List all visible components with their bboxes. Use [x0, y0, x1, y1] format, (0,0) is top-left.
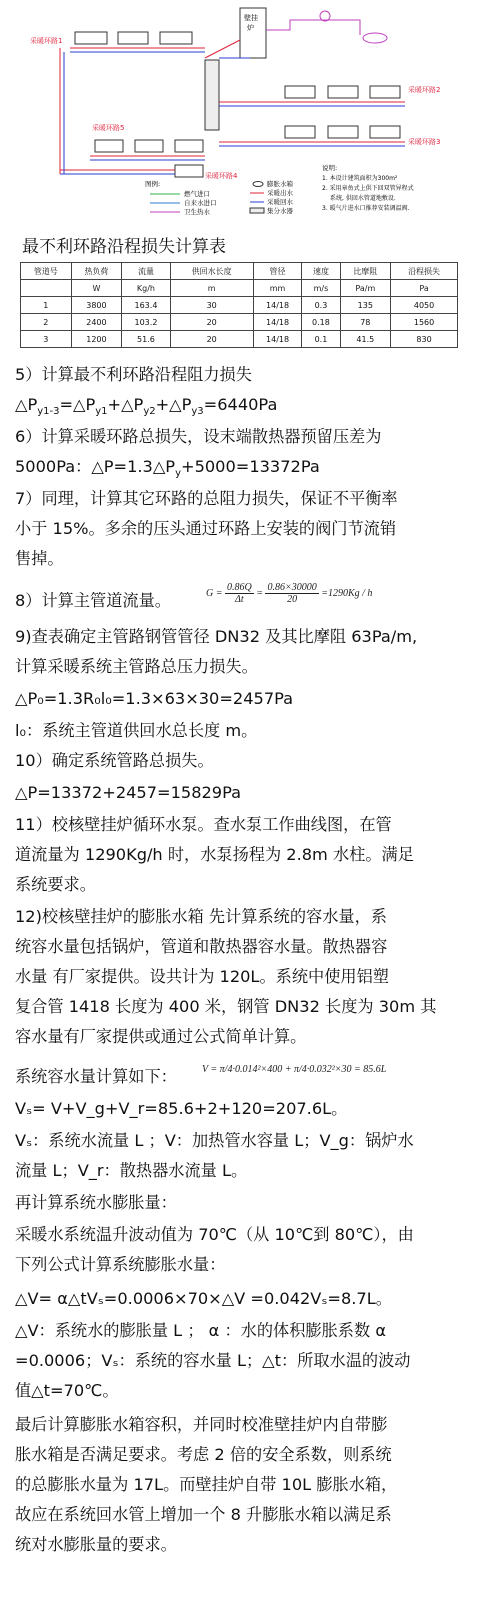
table-cell: 20	[170, 331, 253, 348]
dv-formula: △V= α△tVₛ=0.0006×70×△V =0.042Vₛ=8.7L。	[15, 1289, 392, 1308]
step5-formula: $\triangle P_{y1-3}=\triangle P_{y1}+\triangle P_{y2}+\triangle P_{y3}=6440Pa$	[15, 395, 278, 418]
table-cell: 3800	[71, 297, 122, 314]
step12-line5: 容水量有厂家提供或通过公式简单计算。	[15, 1027, 307, 1046]
expansion-line: 再计算系统水膨胀量：	[15, 1193, 177, 1212]
def-line1: Vₛ：系统水流量 L ；V：加热管水容量 L；V_g：锅炉水	[15, 1131, 414, 1150]
loop-label-3: 采暖环路3	[408, 138, 441, 146]
header-cell: 供回水长度	[170, 263, 253, 280]
loop-label-1: 采暖环路1	[30, 37, 63, 45]
unit-cell: m/s	[302, 280, 340, 297]
legend-supply: 采暖出水	[267, 189, 293, 197]
final-line5: 统对水膨胀量的要求。	[15, 1535, 177, 1554]
table-cell: 1	[21, 297, 72, 314]
note-4: 3. 暖气片进水口推荐安装调温阀.	[322, 205, 410, 212]
header-cell: 管径	[253, 263, 302, 280]
loop4-radiators	[60, 165, 203, 177]
final-line3: 的总膨胀水量为 17L。而壁挂炉自带 10L 膨胀水箱，	[15, 1475, 398, 1494]
dv-def2: =0.0006；Vₛ：系统的容水量 L；△t：所取水温的波动	[15, 1351, 411, 1370]
dv-def3: 值△t=70℃。	[15, 1381, 119, 1400]
table-cell: 4050	[391, 297, 458, 314]
header-cell: 流量	[122, 263, 170, 280]
step6-line2: 5000Pa：$\triangle P=1.3\triangle P_y+5000=13372Pa$	[15, 457, 320, 480]
final-line4: 故应在系统回水管上增加一个 8 升膨胀水箱以满足系	[15, 1505, 392, 1524]
header-cell: 沿程损失	[391, 263, 458, 280]
table-cell: 1560	[391, 314, 458, 331]
legend-gas: 燃气进口	[184, 190, 210, 198]
table-cell: 41.5	[340, 331, 391, 348]
step7-line2: 小于 15%。多余的压头通过环路上安装的阀门节流销	[15, 519, 397, 538]
table-title: 最不利环路沿程损失计算表	[22, 237, 226, 257]
note-1: 1. 本设计建筑面积为300m²	[322, 175, 398, 182]
loop1-radiators	[70, 32, 205, 52]
def-line2: 流量 L；V_r：散热器水流量 L。	[15, 1161, 248, 1180]
header-cell: 比摩阻	[340, 263, 391, 280]
unit-cell: Pa	[391, 280, 458, 297]
step10-line: 10）确定系统管路总损失。	[15, 751, 214, 770]
loop-label-4: 采暖环路4	[205, 172, 238, 180]
step11-line3: 系统要求。	[15, 875, 96, 894]
table-cell: 103.2	[122, 314, 170, 331]
table-cell: 14/18	[253, 314, 302, 331]
step8-line: 8）计算主管道流量。	[15, 591, 171, 610]
legend-tank: 膨胀水箱	[267, 180, 293, 188]
step12-line2: 统容水量包括锅炉，管道和散热器容水量。散热器容	[15, 937, 388, 956]
step9-formula: △P₀=1.3R₀l₀=1.3×63×30=2457Pa	[15, 689, 294, 708]
temp-line2: 下列公式计算系统膨胀水量：	[15, 1255, 226, 1274]
table-cell: 3	[21, 331, 72, 348]
step7-line3: 售掉。	[15, 549, 64, 568]
loop-label-2: 采暖环路2	[408, 86, 441, 94]
step6-line1: 6）计算采暖环路总损失，设末端散热器预留压差为	[15, 427, 382, 446]
legend-return: 采暖回水	[267, 198, 293, 206]
step12-line4: 复合管 1418 长度为 400 米，钢管 DN32 长度为 30m 其	[15, 997, 437, 1016]
expansion-tank-icon	[253, 182, 263, 187]
vs-line: Vₛ= V+V_g+V_r=85.6+2+120=207.6L。	[15, 1099, 348, 1118]
heating-system-diagram	[0, 0, 488, 228]
boiler-label-2: 炉	[247, 24, 254, 32]
loop5-radiators	[90, 140, 205, 160]
temp-line1: 采暖水系统温升波动值为 70℃（从 10℃到 80℃），由	[15, 1225, 414, 1244]
table-row	[21, 297, 458, 314]
table-cell: 2	[21, 314, 72, 331]
loop3-radiators	[219, 126, 405, 146]
note-3: 系统, 供回水管道地敷设.	[330, 195, 396, 202]
step10-formula: △P=13372+2457=15829Pa	[15, 783, 242, 802]
loss-table	[20, 262, 458, 348]
legend-water: 自来水进口	[184, 199, 217, 207]
heating-schematic	[0, 0, 488, 228]
legend-title: 图例:	[145, 180, 161, 188]
step9-def: l₀：系统主管道供回水总长度 m。	[15, 721, 258, 740]
manifold	[205, 60, 219, 130]
table-cell: 0.3	[302, 297, 340, 314]
table-cell: 1200	[71, 331, 122, 348]
step12-line1: 12)校核壁挂炉的膨胀水箱 先计算系统的容水量，系	[15, 907, 387, 926]
legend-hot: 卫生热水	[184, 208, 210, 216]
table-cell: 135	[340, 297, 391, 314]
bathtub-icon	[363, 33, 387, 43]
dv-def1: △V：系统水的膨胀量 L ； α ：水的体积膨胀系数 α	[15, 1321, 386, 1340]
unit-cell	[21, 280, 72, 297]
boiler-label-1: 壁挂	[244, 14, 258, 22]
note-2: 2. 采用章鱼式上供下回双管异程式	[322, 185, 414, 192]
table-row	[21, 314, 458, 331]
step12-line3: 水量 有厂家提供。设共计为 120L。系统中使用铝塑	[15, 967, 389, 986]
capacity-formula: V = π/4·0.014²×400 + π/4·0.032²×30 = 85.6L	[202, 1064, 387, 1075]
loop-label-5: 采暖环路5	[92, 124, 125, 132]
table-cell: 163.4	[122, 297, 170, 314]
unit-cell: W	[71, 280, 122, 297]
final-line1: 最后计算膨胀水箱容积，并同时校准壁挂炉内自带膨	[15, 1415, 388, 1434]
table-cell: 51.6	[122, 331, 170, 348]
table-cell: 30	[170, 297, 253, 314]
table-cell: 830	[391, 331, 458, 348]
step11-line2: 道流量为 1290Kg/h 时，水泵扬程为 2.8m 水柱。满足	[15, 845, 414, 864]
header-cell: 管道号	[21, 263, 72, 280]
step9-line1: 9)查表确定主管路钢管管径 DN32 及其比摩阻 63Pa/m,	[15, 627, 418, 646]
step5-title: 5）计算最不利环路沿程阻力损失	[15, 365, 252, 384]
table-cell: 14/18	[253, 297, 302, 314]
table-cell: 2400	[71, 314, 122, 331]
table-units-row	[21, 280, 458, 297]
step11-line1: 11）校核壁挂炉循环水泵。查水泵工作曲线图，在管	[15, 815, 392, 834]
header-cell: 速度	[302, 263, 340, 280]
capacity-line: 系统容水量计算如下：	[15, 1067, 177, 1086]
table-cell: 0.18	[302, 314, 340, 331]
header-cell: 热负荷	[71, 263, 122, 280]
table-cell: 78	[340, 314, 391, 331]
hot-water-line	[266, 20, 325, 30]
table-cell: 14/18	[253, 331, 302, 348]
legend-manifold: 集分水器	[267, 207, 293, 215]
table-row	[21, 331, 458, 348]
loop2-radiators	[219, 86, 405, 106]
table-cell: 20	[170, 314, 253, 331]
table-cell: 0.1	[302, 331, 340, 348]
step9-line2: 计算采暖系统主管路总压力损失。	[15, 657, 258, 676]
flow-formula: G = $\frac{0.86Q}{\Delta t}$ = $\frac{0.86\times 30000}{20}$ =1290Kg / h	[206, 582, 373, 605]
unit-cell: m	[170, 280, 253, 297]
final-line2: 胀水箱是否满足要求。考虑 2 倍的安全系数，则系统	[15, 1445, 392, 1464]
step7-line1: 7）同理，计算其它环路的总阻力损失，保证不平衡率	[15, 489, 398, 508]
unit-cell: Kg/h	[122, 280, 170, 297]
table-header-row	[21, 263, 458, 280]
unit-cell: mm	[253, 280, 302, 297]
unit-cell: Pa/m	[340, 280, 391, 297]
notes-title: 说明:	[322, 164, 338, 172]
